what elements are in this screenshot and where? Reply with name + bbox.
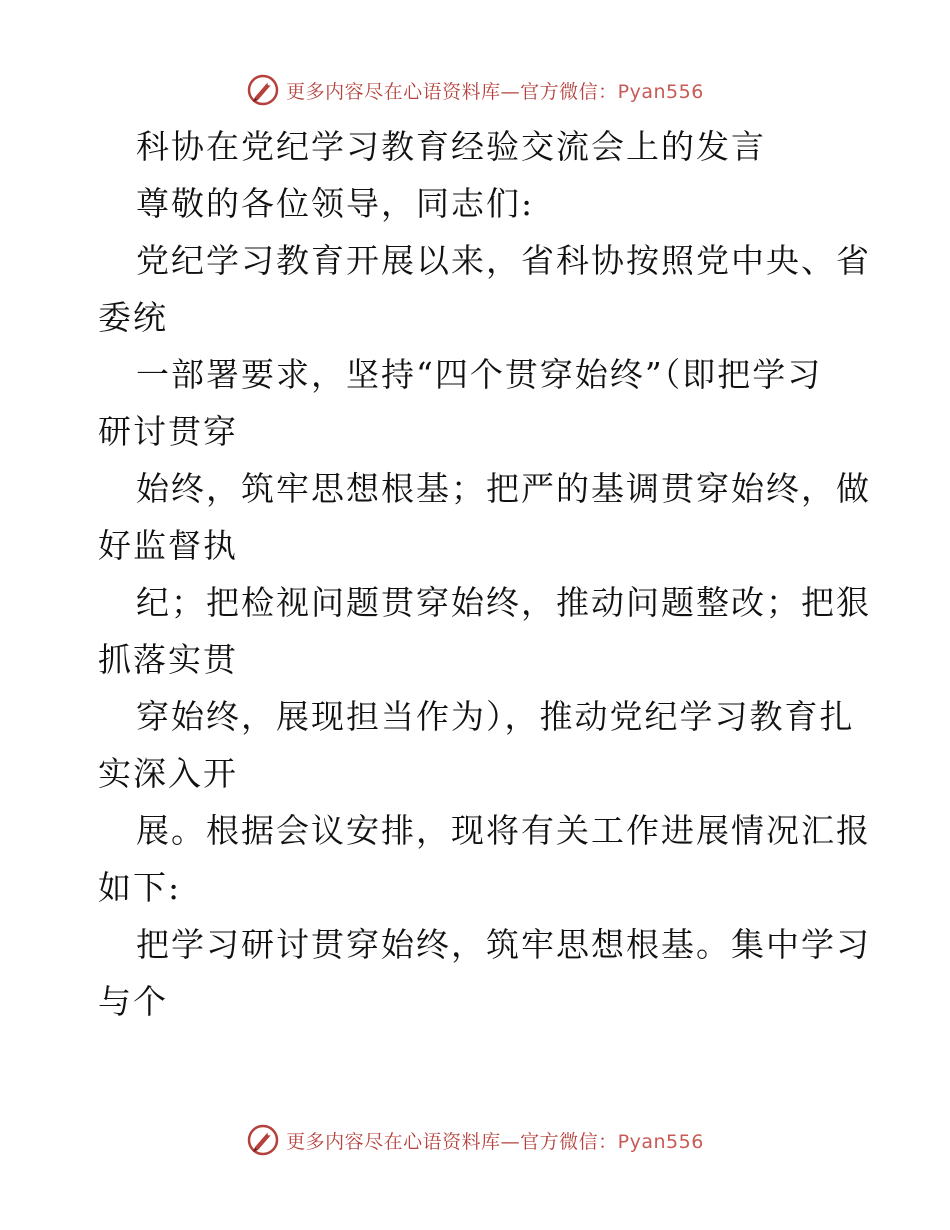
paragraph-line: 与个 <box>98 982 168 1021</box>
footer-watermark-id: Pyan556 <box>617 1130 704 1153</box>
paragraph-line: 好监督执 <box>98 526 238 565</box>
footer-watermark-text: 更多内容尽在心语资料库—官方微信：Pyan556 <box>286 1130 704 1153</box>
document-body <box>98 118 871 1030</box>
paragraph-line: 把学习研讨贯穿始终，筑牢思想根基。集中学习 <box>136 925 871 964</box>
paragraph-line: 党纪学习教育开展以来，省科协按照党中央、省 <box>136 241 871 280</box>
header-watermark <box>0 70 950 110</box>
paragraph-line: 实深入开 <box>98 754 238 793</box>
paragraph-line: 如下: <box>98 868 182 907</box>
paragraph-line: 穿始终，展现担当作为），推动党纪学习教育扎 <box>136 697 855 736</box>
footer-watermark <box>0 1120 950 1160</box>
paragraph-line: 一部署要求，坚持“四个贯穿始终”（即把学习 <box>136 355 823 394</box>
paragraph-line: 尊敬的各位领导，同志们: <box>136 184 535 223</box>
paragraph-line: 研讨贯穿 <box>98 412 238 451</box>
paragraph-line: 始终，筑牢思想根基；把严的基调贯穿始终，做 <box>136 469 871 508</box>
paragraph-line: 纪；把检视问题贯穿始终，推动问题整改；把狠 <box>136 583 871 622</box>
header-watermark-id: Pyan556 <box>617 80 704 103</box>
paragraph-line: 委统 <box>98 298 168 337</box>
document-title: 科协在党纪学习教育经验交流会上的发言 <box>136 127 766 166</box>
pen-circle-logo-icon <box>246 1123 280 1157</box>
paragraph-line: 展。根据会议安排，现将有关工作进展情况汇报 <box>136 811 871 850</box>
header-watermark-text: 更多内容尽在心语资料库—官方微信：Pyan556 <box>286 80 704 103</box>
pen-circle-logo-icon <box>246 73 280 107</box>
paragraph-line: 抓落实贯 <box>98 640 238 679</box>
